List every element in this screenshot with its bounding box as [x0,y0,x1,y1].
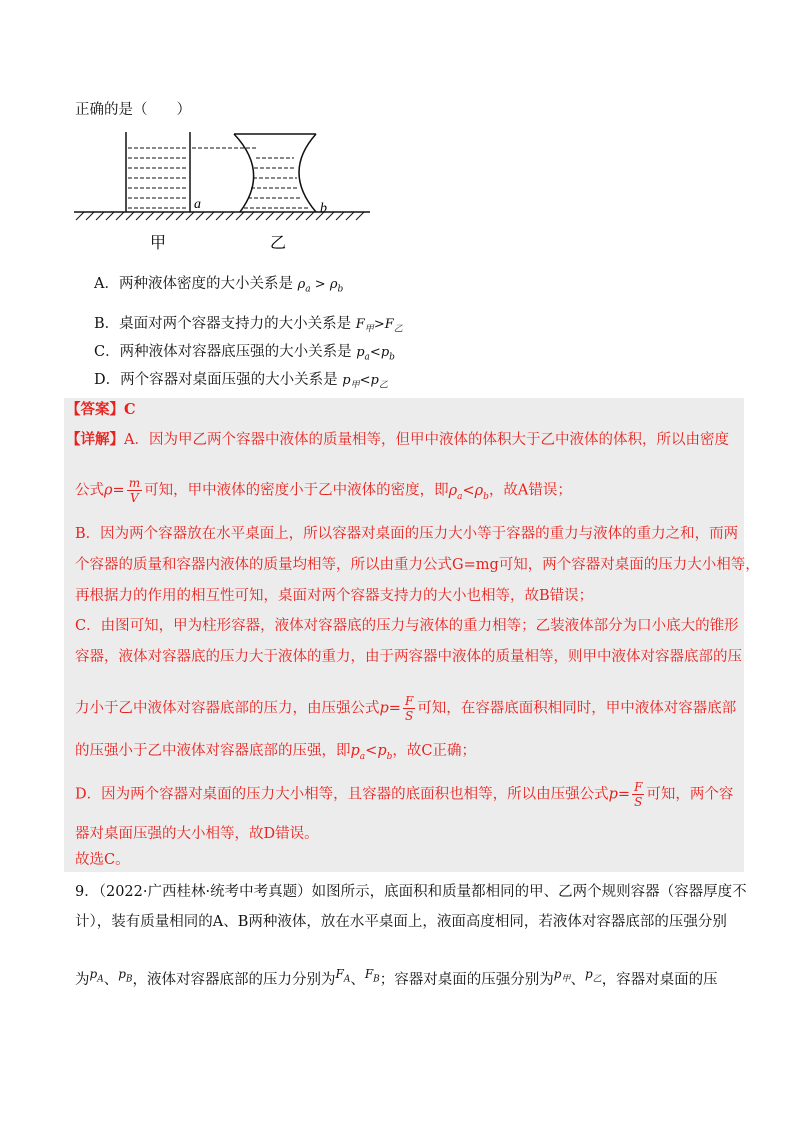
explain-l12: 故选C。 [75,852,130,868]
option-c-formula: $p_a<p_b$ [356,345,395,363]
option-b-formula: $F_甲>F_乙$ [355,317,403,335]
explain-l7: 容器，液体对容器底的压力大于液体的重力，由于两容器中液体的质量相等，则甲中液体对容器底部的压 [75,649,742,665]
option-b-text: B．桌面对两个容器支持力的大小关系是 [94,316,352,332]
explain-tag: 【详解】 [66,431,124,448]
q9-l1: 9．（2022·广西桂林·统考中考真题）如图所示，底面积和质量都相同的甲、乙两个规则容器（容器厚度不 [75,884,747,900]
option-a-formula: $\rho_a > \rho_b$ [297,277,344,295]
explain-l11: 器对桌面压强的大小相等，故D错误。 [75,826,319,842]
label-b: b [320,201,327,216]
option-c [94,342,395,368]
answer-line [66,400,136,420]
option-b [94,314,403,340]
q9-l2: 计），装有质量相同的A、B两种液体，放在水平桌面上，液面高度相同，若液体对容器底部的压强分别 [75,914,727,930]
explain-l4: 个容器的质量和容器内液体的质量均相等，所以由重力公式G=mg可知，两个容器对桌面的压力大小相等， [75,557,760,573]
answer-value: C [124,401,136,418]
option-d-text: D．两个容器对桌面压强的大小关系是 [94,372,338,388]
pressure-fraction-c: $\frac{F}{S}$ [404,694,414,723]
explain-l3: B．因为两个容器放在水平桌面上，所以容器对桌面的压力大小等于容器的重力与液体的重力之和，而两 [75,526,739,542]
answer-tag: 【答案】 [66,401,124,418]
containers-diagram [70,122,380,252]
option-d-formula: $p_甲<p_乙$ [342,373,388,391]
explain-l10: D．因为两个容器对桌面的压力大小相等，且容器的底面积也相等，所以由压强公式p= $\frac{F}{S}$ 可知，两个容 [75,780,734,809]
label-a: a [194,197,201,212]
explain-l8: 力小于乙中液体对容器底部的压力，由压强公式p= $\frac{F}{S}$ 可知，在容器底面积相同时，甲中液体对容器底部 [75,694,737,723]
option-a [94,274,343,300]
density-fraction: $\frac{m}{V}$ [128,476,141,505]
pressure-fraction-d: $\frac{F}{S}$ [634,780,643,809]
label-yi: 乙 [270,233,287,252]
q9-l3: 为$^{p_A}$、$^{p_B}$，液体对容器底部的压力分别为$^{F_A}$、$^{F_B}$；容器对桌面的压强分别为$^{p_甲}$、$^{p_乙}$，容器对桌面的压 [75,967,718,988]
explain-l1: 【详解】A．因为甲乙两个容器中液体的质量相等，但甲中液体的体积大于乙中液体的体积，所以由密度 [66,431,729,448]
option-a-text: A．两种液体密度的大小关系是 [94,276,293,292]
question-tail: 正确的是（ ） [75,102,191,118]
explain-l2: 公式ρ= $\frac{m}{V}$ 可知，甲中液体的密度小于乙中液体的密度，即$\rho_a<\rho_b$，故A错误； [75,476,572,505]
option-d [94,370,388,396]
option-c-text: C．两种液体对容器底压强的大小关系是 [94,344,352,360]
explain-l6: C．由图可知，甲为柱形容器，液体对容器底的压力与液体的重力相等；乙装液体部分为口小底大的锥形 [75,618,739,634]
label-jia: 甲 [150,233,167,252]
explain-l9: 的压强小于乙中液体对容器底部的压强，即$p_a<p_b$，故C正确； [75,743,476,762]
explain-l5: 再根据力的作用的相互性可知，桌面对两个容器支持力的大小也相等，故B错误； [75,588,594,604]
